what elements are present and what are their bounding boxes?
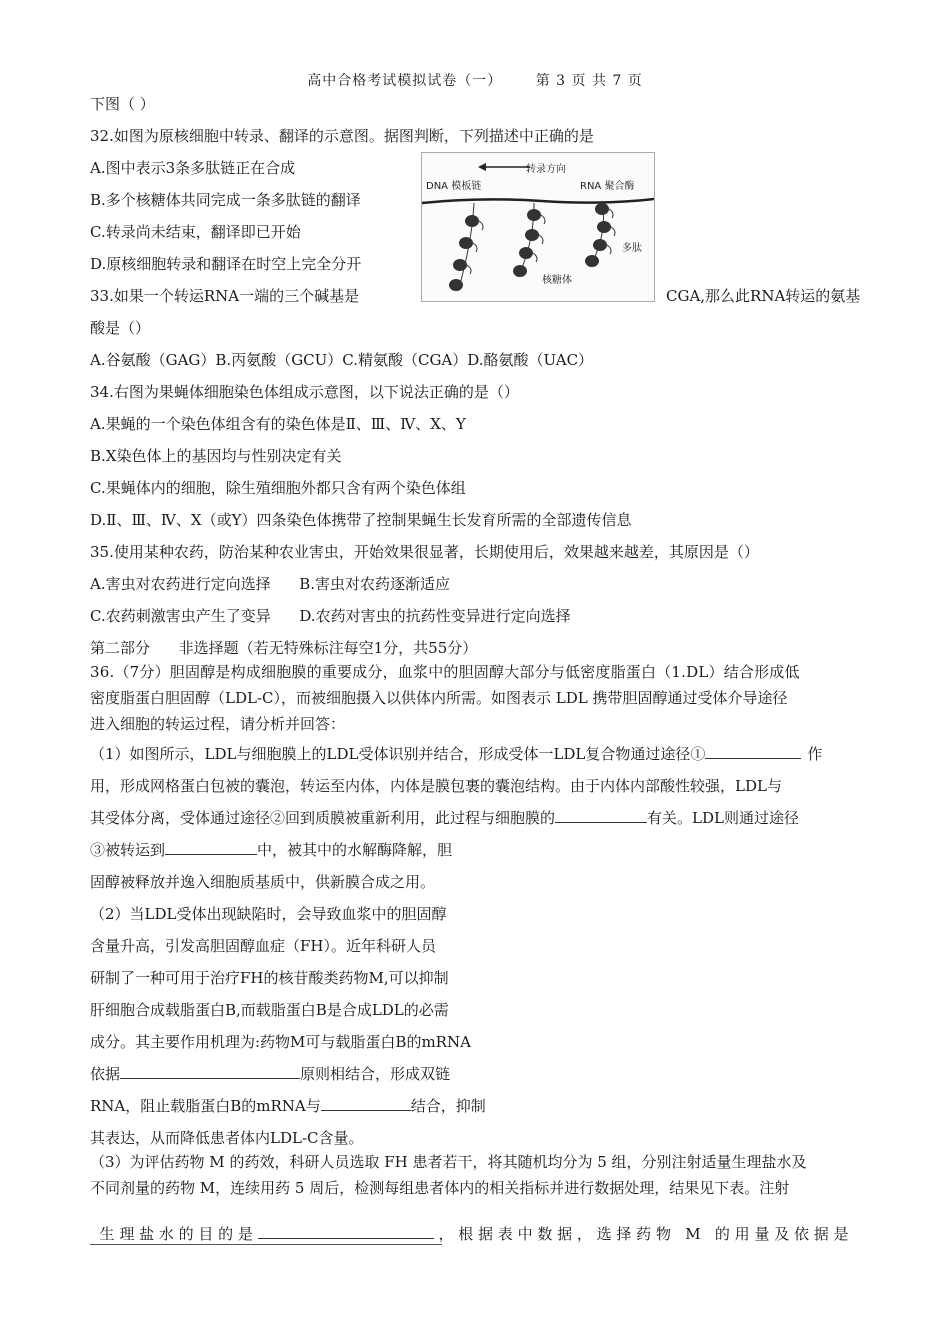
answer-blank-2[interactable]: [555, 808, 647, 823]
question-35: 35.使用某种农药，防治某种农业害虫，开始效果很显著，长期使用后，效果越来越差，其原因是（）: [90, 543, 759, 561]
part2-line4: 肝细胞合成载脂蛋白B,而载脂蛋白B是合成LDL的必需: [90, 1001, 449, 1019]
part1-line5: 固醇被释放并逸入细胞质基质中，供新膜合成之用。: [90, 873, 436, 891]
part1-line4: [90, 840, 452, 860]
part1-line3-end: 有关。LDL则通过途径: [647, 809, 799, 827]
option-34a: A.果蝇的一个染色体组含有的染色体是Ⅱ、Ⅲ、Ⅳ、X、Y: [90, 415, 466, 433]
option-32b: B.多个核糖体共同完成一条多肽链的翻译: [90, 191, 361, 209]
answer-blank-7[interactable]: [90, 1244, 442, 1245]
part1-line1-text: （1）如图所示，LDL与细胞膜上的LDL受体识别并结合，形成受体一LDL复合物通过途径①: [90, 745, 706, 763]
option-32d: D.原核细胞转录和翻译在时空上完全分开: [90, 255, 362, 273]
part2-line7: [90, 1096, 486, 1116]
page-number: 第 3 页 共 7 页: [535, 73, 643, 89]
part2-line3: 研制了一种可用于治疗FH的核苷酸类药物M,可以抑制: [90, 969, 449, 987]
option-34c: C.果蝇体内的细胞，除生殖细胞外都只含有两个染色体组: [90, 479, 466, 497]
part1-line1-end: 作: [807, 745, 823, 763]
question-33-end: 酸是（）: [90, 319, 151, 337]
part1-line1: [90, 744, 822, 764]
answer-blank-6[interactable]: [258, 1224, 434, 1239]
part1-line3-text: 其受体分离，受体通过途径②回到质膜被重新利用，此过程与细胞膜的: [90, 809, 556, 827]
part-two-heading: 第二部分 非选择题（若无特殊标注每空1分，共55分）: [90, 639, 478, 657]
options-35ab: A.害虫对农药进行定向选择 B.害虫对农药逐渐适应: [90, 575, 451, 593]
part2-line6: [90, 1064, 450, 1084]
part2-line8: 其表达，从而降低患者体内LDL-C含量。: [90, 1129, 364, 1147]
part2-line7-text: RNA，阻止载脂蛋白B的mRNA与: [90, 1097, 321, 1115]
part1-line3: [90, 808, 799, 828]
part3-line2: 不同剂量的药物 M，连续用药 5 周后，检测每组患者体内的相关指标并进行数据处理，结果见下表。注射: [90, 1179, 790, 1197]
part3-line1: （3）为评估药物 M 的药效，科研人员选取 FH 患者若干，将其随机均分为 5 组，分别注射适量生理盐水及: [90, 1153, 807, 1171]
exam-title: 高中合格考试模拟试卷（一）: [307, 73, 503, 89]
text-line: 下图（ ）: [90, 95, 155, 113]
part2-line2: 含量升高，引发高胆固醇血症（FH）。近年科研人员: [90, 937, 436, 955]
part3-line3: [90, 1204, 849, 1244]
question-33: 33.如果一个转运RNA一端的三个碱基是: [90, 287, 360, 305]
option-32a: A.图中表示3条多肽链正在合成: [90, 159, 296, 177]
part3-line3-end: ， 根 据 表 中 数 据 ， 选 择 药 物 M 的 用 量 及 依 据 是: [438, 1225, 849, 1243]
figure-drawing: [422, 153, 654, 301]
question-32: 32.如图为原核细胞中转录、翻译的示意图。据图判断，下列描述中正确的是: [90, 127, 594, 145]
label-rna-polymerase: RNA 聚合酶: [580, 181, 635, 192]
question-36-line3: 进入细胞的转运过程，请分析并回答：: [90, 715, 346, 733]
option-34d: D.Ⅱ、Ⅲ、Ⅳ、X（或Y）四条染色体携带了控制果蝇生长发育所需的全部遗传信息: [90, 511, 632, 529]
part2-line5: 成分。其主要作用机理为:药物M可与载脂蛋白B的mRNA: [90, 1033, 471, 1051]
answer-blank-1[interactable]: [705, 744, 801, 759]
part2-line6-end: 原则相结合，形成双链: [300, 1065, 451, 1083]
label-ribosome: 核糖体: [542, 275, 572, 286]
options-35cd: C.农药刺激害虫产生了变异 D.农药对害虫的抗药性变异进行定向选择: [90, 607, 571, 625]
part3-line3-text: 生 理 盐 水 的 目 的 是: [99, 1225, 253, 1243]
part2-line6-text: 依据: [90, 1065, 121, 1083]
transcription-translation-figure: [421, 152, 655, 302]
page-header: [0, 70, 950, 90]
part1-line4-end: 中，被其中的水解酶降解，胆: [257, 841, 453, 859]
part1-line4-text: ③被转运到: [90, 841, 166, 859]
question-33-cont: CGA,那么此RNA转运的氨基: [666, 287, 861, 305]
option-32c: C.转录尚未结束，翻译即已开始: [90, 223, 301, 241]
label-transcription-direction: 转录方向: [526, 164, 566, 175]
options-33: A.谷氨酸（GAG）B.丙氨酸（GCU）C.精氨酸（CGA）D.酪氨酸（UAC）: [90, 351, 594, 369]
answer-blank-3[interactable]: [165, 840, 257, 855]
option-34b: B.X染色体上的基因均与性别决定有关: [90, 447, 342, 465]
part2-line1: （2）当LDL受体出现缺陷时，会导致血浆中的胆固醇: [90, 905, 447, 923]
answer-blank-4[interactable]: [120, 1064, 300, 1079]
question-36-line2: 密度脂蛋白胆固醇（LDL-C），而被细胞摄入以供体内所需。如图表示 LDL 携带胆固醇通过受体介导途径: [90, 689, 788, 707]
label-polypeptide: 多肽: [622, 243, 642, 254]
question-36-line1: 36.（7分）胆固醇是构成细胞膜的重要成分，血浆中的胆固醇大部分与低密度脂蛋白（1.DL）结合形成低: [90, 663, 800, 681]
answer-blank-5[interactable]: [321, 1096, 411, 1111]
part1-line2: 用，形成网格蛋白包被的囊泡，转运至内体，内体是膜包裹的囊泡结构。由于内体内部酸性较强，LDL与: [90, 777, 782, 795]
label-dna-template: DNA 模板链: [426, 181, 482, 192]
part2-line7-end: 结合，抑制: [410, 1097, 486, 1115]
question-34: 34.右图为果蝇体细胞染色体组成示意图，以下说法正确的是（）: [90, 383, 519, 401]
